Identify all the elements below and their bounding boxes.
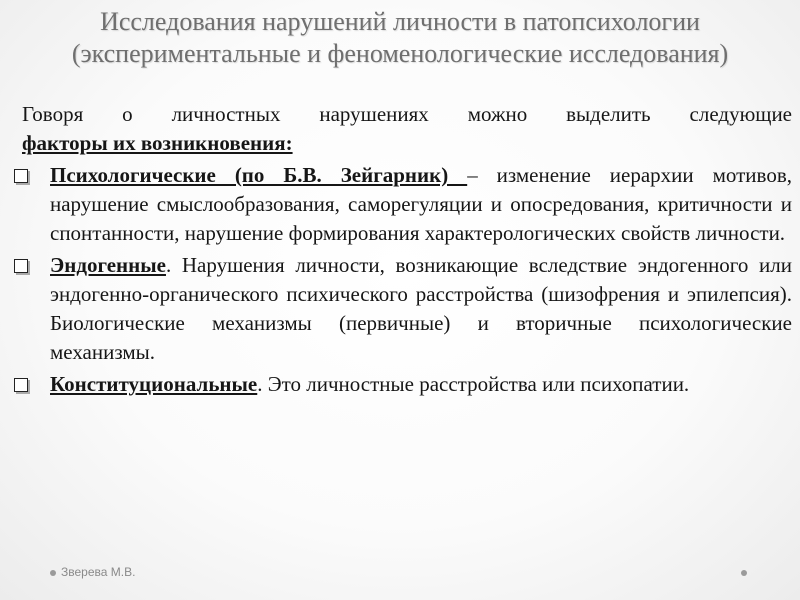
- checkbox-bullet-icon: [14, 169, 28, 183]
- footer: [50, 565, 135, 579]
- intro-line: Говоря о личностных нарушениях можно выделить следующие: [22, 102, 792, 126]
- slide-title: [0, 6, 800, 70]
- slide-body: [14, 100, 792, 402]
- intro-heading-line: [22, 129, 792, 158]
- item-text: . Нарушения личности, возникающие вследствие эндогенного или эндогенно-органического психического расстройства (шизофрения и эпилепсия). Биологические механизмы (первичные) и вторичные психологические механизмы.: [50, 253, 792, 364]
- dot-icon: [50, 570, 56, 576]
- list-item-endogenous: [14, 251, 792, 367]
- list-item-psychological: [14, 161, 792, 248]
- item-term: Психологические (по Б.В. Зейгарник): [50, 163, 468, 187]
- item-text: – изменение иерархии мотивов, нарушение смыслообразования, саморегуляции и опосредования, критичности и спонтанности, нарушение формирования характерологических свойств личности.: [50, 163, 792, 245]
- item-term: Конституциональные: [50, 372, 258, 396]
- checkbox-bullet-icon: [14, 378, 28, 392]
- checkbox-bullet-icon: [14, 259, 28, 273]
- slide-title-line-1: Исследования нарушений личности в патопсихологии: [100, 7, 700, 36]
- footer-author: Зверева М.В.: [61, 565, 136, 579]
- slide-title-line-2: (экспериментальные и феноменологические исследования): [71, 39, 729, 68]
- item-term: Эндогенные: [50, 253, 166, 277]
- factors-list: [14, 161, 792, 399]
- list-item-constitutional: [14, 370, 792, 399]
- factors-heading: факторы их возникновения:: [22, 131, 293, 155]
- intro-paragraph: [22, 100, 792, 158]
- item-text: . Это личностные расстройства или психопатии.: [257, 372, 690, 396]
- dot-icon: [741, 570, 747, 576]
